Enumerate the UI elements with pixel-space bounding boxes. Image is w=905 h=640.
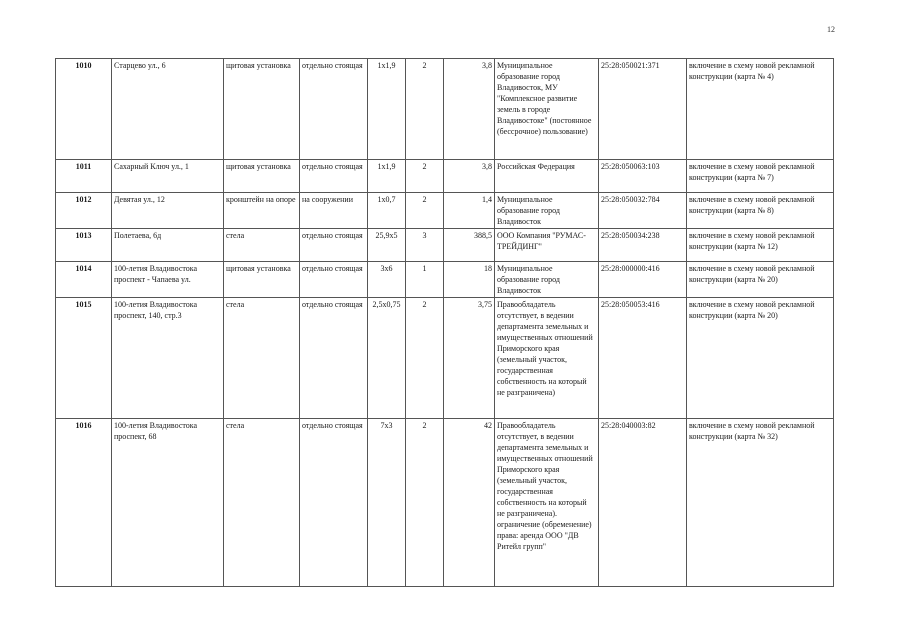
row-address: 100-летия Владивостока проспект - Чапаева ул. (112, 262, 224, 298)
row-number: 1016 (56, 419, 112, 587)
row-owner: Правообладатель отсутствует, в ведении департамента земельных и имущественных отношений Приморского края (земельный участок, государственная собственность на который не разграничена). ограничение (обременение) права: аренда ООО "ДВ Ритейл групп" (495, 419, 599, 587)
row-sides: 2 (406, 160, 444, 193)
row-address: Старцево ул., 6 (112, 59, 224, 160)
row-size: 7х3 (368, 419, 406, 587)
row-owner: Российская Федерация (495, 160, 599, 193)
row-note: включение в схему новой рекламной конструкции (карта № 32) (687, 419, 834, 587)
row-cadastral: 25:28:050021:371 (599, 59, 687, 160)
table-row (56, 59, 834, 160)
row-placement: отдельно стоящая (300, 59, 368, 160)
page-number: 12 (827, 25, 835, 34)
row-size: 3х6 (368, 262, 406, 298)
row-number: 1014 (56, 262, 112, 298)
row-owner: Муниципальное образование город Владивосток (495, 193, 599, 229)
row-size: 1х0,7 (368, 193, 406, 229)
row-sides: 2 (406, 59, 444, 160)
row-placement: отдельно стоящая (300, 298, 368, 419)
row-area: 18 (444, 262, 495, 298)
row-placement: отдельно стоящая (300, 229, 368, 262)
table-row (56, 298, 834, 419)
row-size: 1х1,9 (368, 160, 406, 193)
row-construction-type: кронштейн на опоре (224, 193, 300, 229)
row-address: Сахарный Ключ ул., 1 (112, 160, 224, 193)
row-construction-type: щитовая установка (224, 160, 300, 193)
row-sides: 1 (406, 262, 444, 298)
row-owner: Правообладатель отсутствует, в ведении департамента земельных и имущественных отношений Приморского края (земельный участок, государственная собственность на который не разграничена) (495, 298, 599, 419)
row-area: 1,4 (444, 193, 495, 229)
row-cadastral: 25:28:050053:416 (599, 298, 687, 419)
row-size: 25,9х5 (368, 229, 406, 262)
row-note: включение в схему новой рекламной конструкции (карта № 20) (687, 262, 834, 298)
row-area: 42 (444, 419, 495, 587)
row-address: Девятая ул., 12 (112, 193, 224, 229)
row-address: 100-летия Владивостока проспект, 68 (112, 419, 224, 587)
row-placement: отдельно стоящая (300, 160, 368, 193)
row-placement: отдельно стоящая (300, 419, 368, 587)
table-row (56, 262, 834, 298)
row-construction-type: щитовая установка (224, 262, 300, 298)
row-cadastral: 25:28:040003:82 (599, 419, 687, 587)
row-address: 100-летия Владивостока проспект, 140, стр.3 (112, 298, 224, 419)
row-note: включение в схему новой рекламной конструкции (карта № 7) (687, 160, 834, 193)
row-area: 3,75 (444, 298, 495, 419)
row-construction-type: стела (224, 298, 300, 419)
row-address: Полетаева, 6д (112, 229, 224, 262)
row-placement: отдельно стоящая (300, 262, 368, 298)
row-construction-type: щитовая установка (224, 59, 300, 160)
row-number: 1013 (56, 229, 112, 262)
row-sides: 2 (406, 419, 444, 587)
row-owner: Муниципальное образование город Владивосток (495, 262, 599, 298)
row-number: 1012 (56, 193, 112, 229)
row-note: включение в схему новой рекламной конструкции (карта № 20) (687, 298, 834, 419)
row-cadastral: 25:28:050063:103 (599, 160, 687, 193)
row-note: включение в схему новой рекламной конструкции (карта № 8) (687, 193, 834, 229)
table-row (56, 193, 834, 229)
row-area: 3,8 (444, 59, 495, 160)
row-number: 1011 (56, 160, 112, 193)
row-cadastral: 25:28:050034:238 (599, 229, 687, 262)
row-note: включение в схему новой рекламной конструкции (карта № 12) (687, 229, 834, 262)
row-size: 1х1,9 (368, 59, 406, 160)
row-number: 1010 (56, 59, 112, 160)
row-note: включение в схему новой рекламной конструкции (карта № 4) (687, 59, 834, 160)
row-cadastral: 25:28:050032:784 (599, 193, 687, 229)
row-construction-type: стела (224, 419, 300, 587)
row-size: 2,5х0,75 (368, 298, 406, 419)
row-area: 388,5 (444, 229, 495, 262)
row-construction-type: стела (224, 229, 300, 262)
row-sides: 2 (406, 193, 444, 229)
row-cadastral: 25:28:000000:416 (599, 262, 687, 298)
row-sides: 2 (406, 298, 444, 419)
row-sides: 3 (406, 229, 444, 262)
table-row (56, 419, 834, 587)
table-row (56, 229, 834, 262)
row-number: 1015 (56, 298, 112, 419)
table-row (56, 160, 834, 193)
row-owner: Муниципальное образование город Владивосток, МУ "Комплексное развитие земель в городе Владивостоке" (постоянное (бессрочное) пользование) (495, 59, 599, 160)
advertising-registry-table (55, 58, 834, 587)
row-area: 3,8 (444, 160, 495, 193)
row-owner: ООО Компания "РУМАС-ТРЕЙДИНГ" (495, 229, 599, 262)
row-placement: на сооружении (300, 193, 368, 229)
